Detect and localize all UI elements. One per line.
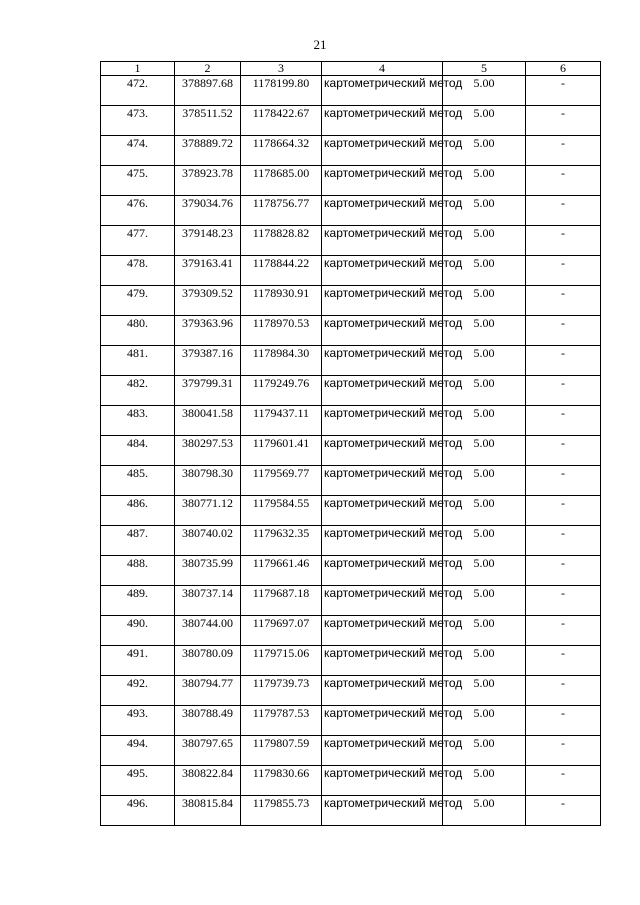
accuracy-cell: 5.00 [443,106,526,136]
method-cell: картометрический метод [322,556,443,586]
method-cell: картометрический метод [322,496,443,526]
point-number-cell: 494. [101,736,175,766]
point-number-cell: 490. [101,616,175,646]
x-coordinate-cell: 379034.76 [175,196,241,226]
note-cell: - [526,166,601,196]
note-cell: - [526,706,601,736]
point-number-cell: 486. [101,496,175,526]
y-coordinate-cell: 1178828.82 [241,226,322,256]
note-cell: - [526,796,601,826]
point-number-cell: 483. [101,406,175,436]
table-row [101,136,601,166]
note-cell: - [526,196,601,226]
method-cell: картометрический метод [322,316,443,346]
x-coordinate-cell: 380297.53 [175,436,241,466]
accuracy-cell: 5.00 [443,706,526,736]
method-cell: картометрический метод [322,106,443,136]
table-row [101,436,601,466]
y-coordinate-cell: 1179249.76 [241,376,322,406]
table-row [101,796,601,826]
note-cell: - [526,226,601,256]
x-coordinate-cell: 379387.16 [175,346,241,376]
method-cell: картометрический метод [322,166,443,196]
method-cell: картометрический метод [322,406,443,436]
header-cell-4: 4 [322,62,443,76]
note-cell: - [526,346,601,376]
page-number: 21 [313,37,327,52]
method-cell: картометрический метод [322,526,443,556]
accuracy-cell: 5.00 [443,616,526,646]
point-number-cell: 475. [101,166,175,196]
method-cell: картометрический метод [322,676,443,706]
y-coordinate-cell: 1179437.11 [241,406,322,436]
accuracy-cell: 5.00 [443,676,526,706]
header-cell-2: 2 [175,62,241,76]
y-coordinate-cell: 1179584.55 [241,496,322,526]
table-body [101,76,601,826]
note-cell: - [526,406,601,436]
method-cell: картометрический метод [322,196,443,226]
x-coordinate-cell: 380788.49 [175,706,241,736]
y-coordinate-cell: 1179697.07 [241,616,322,646]
table-row [101,676,601,706]
x-coordinate-cell: 380771.12 [175,496,241,526]
note-cell: - [526,76,601,106]
x-coordinate-cell: 380794.77 [175,676,241,706]
method-cell: картометрический метод [322,136,443,166]
point-number-cell: 473. [101,106,175,136]
table-row [101,256,601,286]
y-coordinate-cell: 1178685.00 [241,166,322,196]
x-coordinate-cell: 380041.58 [175,406,241,436]
note-cell: - [526,526,601,556]
accuracy-cell: 5.00 [443,166,526,196]
note-cell: - [526,316,601,346]
accuracy-cell: 5.00 [443,406,526,436]
table-row [101,106,601,136]
point-number-cell: 495. [101,766,175,796]
accuracy-cell: 5.00 [443,436,526,466]
note-cell: - [526,676,601,706]
method-cell: картометрический метод [322,766,443,796]
point-number-cell: 472. [101,76,175,106]
x-coordinate-cell: 380737.14 [175,586,241,616]
header-cell-5: 5 [443,62,526,76]
point-number-cell: 491. [101,646,175,676]
table-row [101,466,601,496]
y-coordinate-cell: 1179569.77 [241,466,322,496]
point-number-cell: 476. [101,196,175,226]
point-number-cell: 481. [101,346,175,376]
table-row [101,586,601,616]
accuracy-cell: 5.00 [443,736,526,766]
header-cell-3: 3 [241,62,322,76]
coordinates-table [100,61,601,826]
x-coordinate-cell: 379163.41 [175,256,241,286]
note-cell: - [526,286,601,316]
accuracy-cell: 5.00 [443,196,526,226]
note-cell: - [526,616,601,646]
note-cell: - [526,646,601,676]
y-coordinate-cell: 1179855.73 [241,796,322,826]
x-coordinate-cell: 379148.23 [175,226,241,256]
table-row [101,496,601,526]
table-row [101,766,601,796]
x-coordinate-cell: 378889.72 [175,136,241,166]
y-coordinate-cell: 1178199.80 [241,76,322,106]
y-coordinate-cell: 1179787.53 [241,706,322,736]
x-coordinate-cell: 380744.00 [175,616,241,646]
table-row [101,646,601,676]
note-cell: - [526,106,601,136]
table-row [101,286,601,316]
accuracy-cell: 5.00 [443,136,526,166]
point-number-cell: 492. [101,676,175,706]
method-cell: картометрический метод [322,586,443,616]
x-coordinate-cell: 379309.52 [175,286,241,316]
y-coordinate-cell: 1178422.67 [241,106,322,136]
method-cell: картометрический метод [322,226,443,256]
table-row [101,526,601,556]
accuracy-cell: 5.00 [443,286,526,316]
method-cell: картометрический метод [322,76,443,106]
note-cell: - [526,766,601,796]
y-coordinate-cell: 1178756.77 [241,196,322,226]
table-row [101,316,601,346]
method-cell: картометрический метод [322,376,443,406]
method-cell: картометрический метод [322,646,443,676]
accuracy-cell: 5.00 [443,226,526,256]
y-coordinate-cell: 1178984.30 [241,346,322,376]
y-coordinate-cell: 1179601.41 [241,436,322,466]
table-row [101,406,601,436]
accuracy-cell: 5.00 [443,526,526,556]
note-cell: - [526,436,601,466]
accuracy-cell: 5.00 [443,556,526,586]
header-row [101,62,601,76]
x-coordinate-cell: 378897.68 [175,76,241,106]
method-cell: картометрический метод [322,706,443,736]
y-coordinate-cell: 1179739.73 [241,676,322,706]
point-number-cell: 479. [101,286,175,316]
table-row [101,616,601,646]
note-cell: - [526,736,601,766]
table-row [101,166,601,196]
accuracy-cell: 5.00 [443,586,526,616]
y-coordinate-cell: 1179807.59 [241,736,322,766]
x-coordinate-cell: 380822.84 [175,766,241,796]
note-cell: - [526,136,601,166]
accuracy-cell: 5.00 [443,646,526,676]
method-cell: картометрический метод [322,466,443,496]
note-cell: - [526,496,601,526]
table-row [101,376,601,406]
x-coordinate-cell: 380740.02 [175,526,241,556]
x-coordinate-cell: 379363.96 [175,316,241,346]
point-number-cell: 474. [101,136,175,166]
header-cell-1: 1 [101,62,175,76]
y-coordinate-cell: 1179632.35 [241,526,322,556]
x-coordinate-cell: 378511.52 [175,106,241,136]
point-number-cell: 484. [101,436,175,466]
note-cell: - [526,256,601,286]
accuracy-cell: 5.00 [443,76,526,106]
point-number-cell: 478. [101,256,175,286]
accuracy-cell: 5.00 [443,346,526,376]
accuracy-cell: 5.00 [443,376,526,406]
table-row [101,706,601,736]
y-coordinate-cell: 1178664.32 [241,136,322,166]
x-coordinate-cell: 380797.65 [175,736,241,766]
y-coordinate-cell: 1179715.06 [241,646,322,676]
note-cell: - [526,376,601,406]
note-cell: - [526,556,601,586]
method-cell: картометрический метод [322,436,443,466]
table-row [101,556,601,586]
x-coordinate-cell: 380815.84 [175,796,241,826]
point-number-cell: 496. [101,796,175,826]
x-coordinate-cell: 380780.09 [175,646,241,676]
accuracy-cell: 5.00 [443,316,526,346]
header-cell-6: 6 [526,62,601,76]
method-cell: картометрический метод [322,256,443,286]
point-number-cell: 480. [101,316,175,346]
note-cell: - [526,466,601,496]
point-number-cell: 482. [101,376,175,406]
table-row [101,76,601,106]
method-cell: картометрический метод [322,796,443,826]
y-coordinate-cell: 1178970.53 [241,316,322,346]
accuracy-cell: 5.00 [443,766,526,796]
accuracy-cell: 5.00 [443,796,526,826]
x-coordinate-cell: 380735.99 [175,556,241,586]
method-cell: картометрический метод [322,616,443,646]
accuracy-cell: 5.00 [443,496,526,526]
point-number-cell: 493. [101,706,175,736]
table-row [101,346,601,376]
accuracy-cell: 5.00 [443,256,526,286]
method-cell: картометрический метод [322,736,443,766]
table-row [101,736,601,766]
table-header [101,62,601,76]
x-coordinate-cell: 380798.30 [175,466,241,496]
y-coordinate-cell: 1178844.22 [241,256,322,286]
accuracy-cell: 5.00 [443,466,526,496]
point-number-cell: 477. [101,226,175,256]
table-row [101,226,601,256]
point-number-cell: 489. [101,586,175,616]
y-coordinate-cell: 1179661.46 [241,556,322,586]
point-number-cell: 485. [101,466,175,496]
note-cell: - [526,586,601,616]
method-cell: картометрический метод [322,286,443,316]
y-coordinate-cell: 1178930.91 [241,286,322,316]
x-coordinate-cell: 378923.78 [175,166,241,196]
method-cell: картометрический метод [322,346,443,376]
table-row [101,196,601,226]
point-number-cell: 488. [101,556,175,586]
point-number-cell: 487. [101,526,175,556]
y-coordinate-cell: 1179830.66 [241,766,322,796]
y-coordinate-cell: 1179687.18 [241,586,322,616]
x-coordinate-cell: 379799.31 [175,376,241,406]
